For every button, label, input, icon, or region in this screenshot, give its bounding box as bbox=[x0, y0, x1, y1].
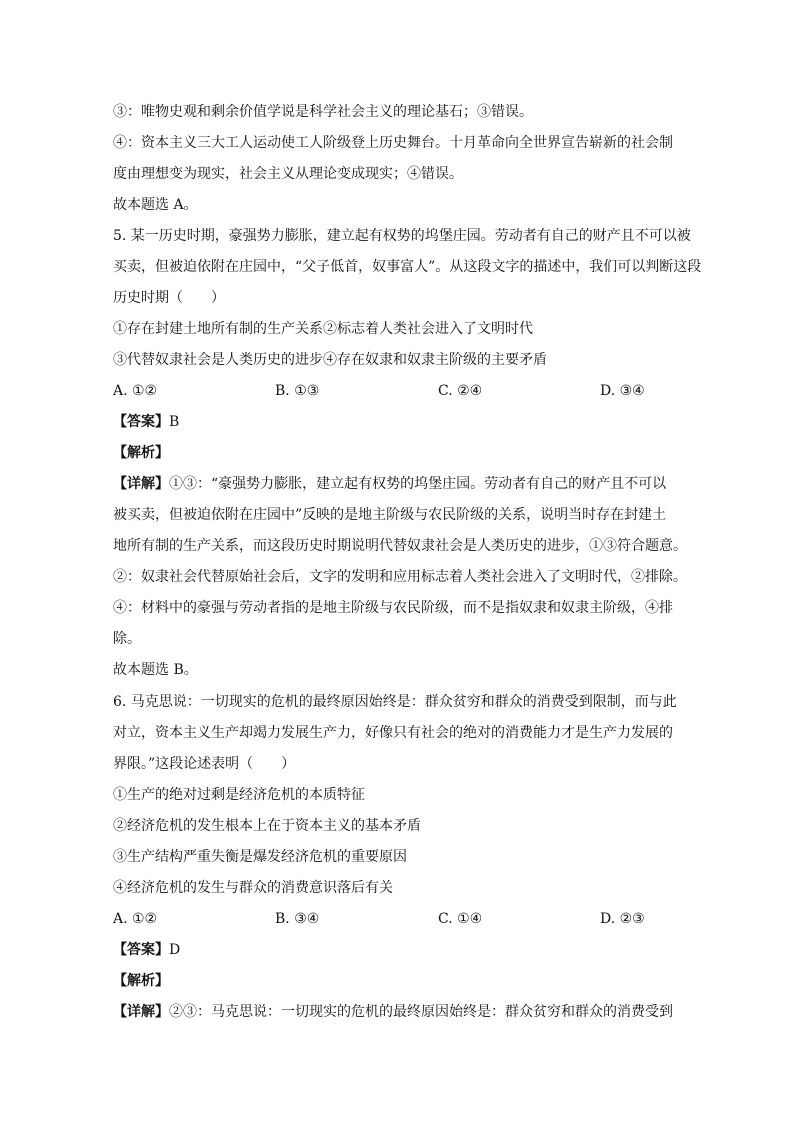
q6-answer bbox=[113, 940, 683, 960]
q5-detail: ④：材料中的豪强与劳动者指的是地主阶级与农民阶级，而不是指奴隶和奴隶主阶级，④排 bbox=[113, 600, 673, 616]
text-line: ③：唯物史观和剩余价值学说是科学社会主义的理论基石；③错误。 bbox=[113, 104, 533, 120]
question-5-stem: 5. 某一历史时期，豪强势力膨胀，建立起有权势的坞堡庄园。劳动者有自己的财产且不可以被 bbox=[113, 228, 691, 244]
q6-detail bbox=[113, 1002, 683, 1022]
text-line: ④：资本主义三大工人运动使工人阶级登上历史舞台。十月革命向全世界宣告崭新的社会制 bbox=[113, 135, 673, 151]
q5-analysis-heading bbox=[113, 443, 683, 463]
q6-option-c: C. ①④ bbox=[438, 911, 483, 927]
question-6-statement: ③生产结构严重失衡是爆发经济危机的重要原因 bbox=[113, 849, 407, 865]
analysis-tag: 【解析】 bbox=[113, 973, 169, 989]
q5-answer bbox=[113, 412, 683, 432]
text-line: 故本题选 A。 bbox=[113, 197, 198, 213]
answer-value: B bbox=[169, 414, 180, 430]
q5-detail: 地所有制的生产关系，而这段历史时期说明代替奴隶社会是人类历史的进步，①③符合题意。 bbox=[113, 538, 687, 554]
q5-conclusion: 故本题选 B。 bbox=[113, 662, 198, 678]
text-line: 度由理想变为现实，社会主义从理论变成现实；④错误。 bbox=[113, 166, 463, 182]
question-6-statement: ④经济危机的发生与群众的消费意识落后有关 bbox=[113, 880, 393, 896]
q5-detail: 除。 bbox=[113, 631, 141, 647]
analysis-tag: 【解析】 bbox=[113, 445, 169, 461]
answer-tag: 【答案】 bbox=[113, 414, 169, 430]
q6-option-a: A. ①② bbox=[113, 911, 158, 927]
q5-detail bbox=[113, 474, 683, 494]
question-6-statement: ②经济危机的发生根本上在于资本主义的基本矛盾 bbox=[113, 818, 421, 834]
q5-detail: ②：奴隶社会代替原始社会后，文字的发明和应用标志着人类社会进入了文明时代，②排除。 bbox=[113, 569, 687, 585]
q5-option-b: B. ①③ bbox=[275, 383, 320, 399]
question-5-stem: 历史时期（ ） bbox=[113, 290, 225, 306]
question-5-statements: ③代替奴隶社会是人类历史的进步④存在奴隶和奴隶主阶级的主要矛盾 bbox=[113, 352, 547, 368]
question-5-stem: 买卖，但被迫依附在庄园中，“父子低首，奴事富人”。从这段文字的描述中，我们可以判断这段 bbox=[113, 259, 702, 275]
q5-option-d: D. ③④ bbox=[600, 383, 645, 399]
q5-detail: 被买卖，但被迫依附在庄园中”反映的是地主阶级与农民阶级的关系，说明当时存在封建土 bbox=[113, 507, 667, 523]
detail-text: ①③：“豪强势力膨胀，建立起有权势的坞堡庄园。劳动者有自己的财产且不可以 bbox=[169, 476, 667, 492]
detail-tag: 【详解】 bbox=[113, 1004, 169, 1020]
answer-tag: 【答案】 bbox=[113, 942, 169, 958]
q6-analysis-heading bbox=[113, 971, 683, 991]
question-5-statements: ①存在封建土地所有制的生产关系②标志着人类社会进入了文明时代 bbox=[113, 321, 533, 337]
q5-option-a: A. ①② bbox=[113, 383, 158, 399]
detail-text: ②③：马克思说：一切现实的危机的最终原因始终是：群众贫穷和群众的消费受到 bbox=[169, 1004, 673, 1020]
answer-value: D bbox=[169, 942, 181, 958]
question-6-stem: 6. 马克思说：一切现实的危机的最终原因始终是：群众贫穷和群众的消费受到限制，而与此 bbox=[113, 694, 677, 710]
question-6-statement: ①生产的绝对过剩是经济危机的本质特征 bbox=[113, 787, 365, 803]
q6-option-d: D. ②③ bbox=[600, 911, 645, 927]
q5-option-c: C. ②④ bbox=[438, 383, 483, 399]
question-6-stem: 界限。”这段论述表明（ ） bbox=[113, 756, 296, 772]
detail-tag: 【详解】 bbox=[113, 476, 169, 492]
question-6-stem: 对立，资本主义生产却竭力发展生产力，好像只有社会的绝对的消费能力才是生产力发展的 bbox=[113, 725, 673, 741]
q6-option-b: B. ③④ bbox=[275, 911, 320, 927]
